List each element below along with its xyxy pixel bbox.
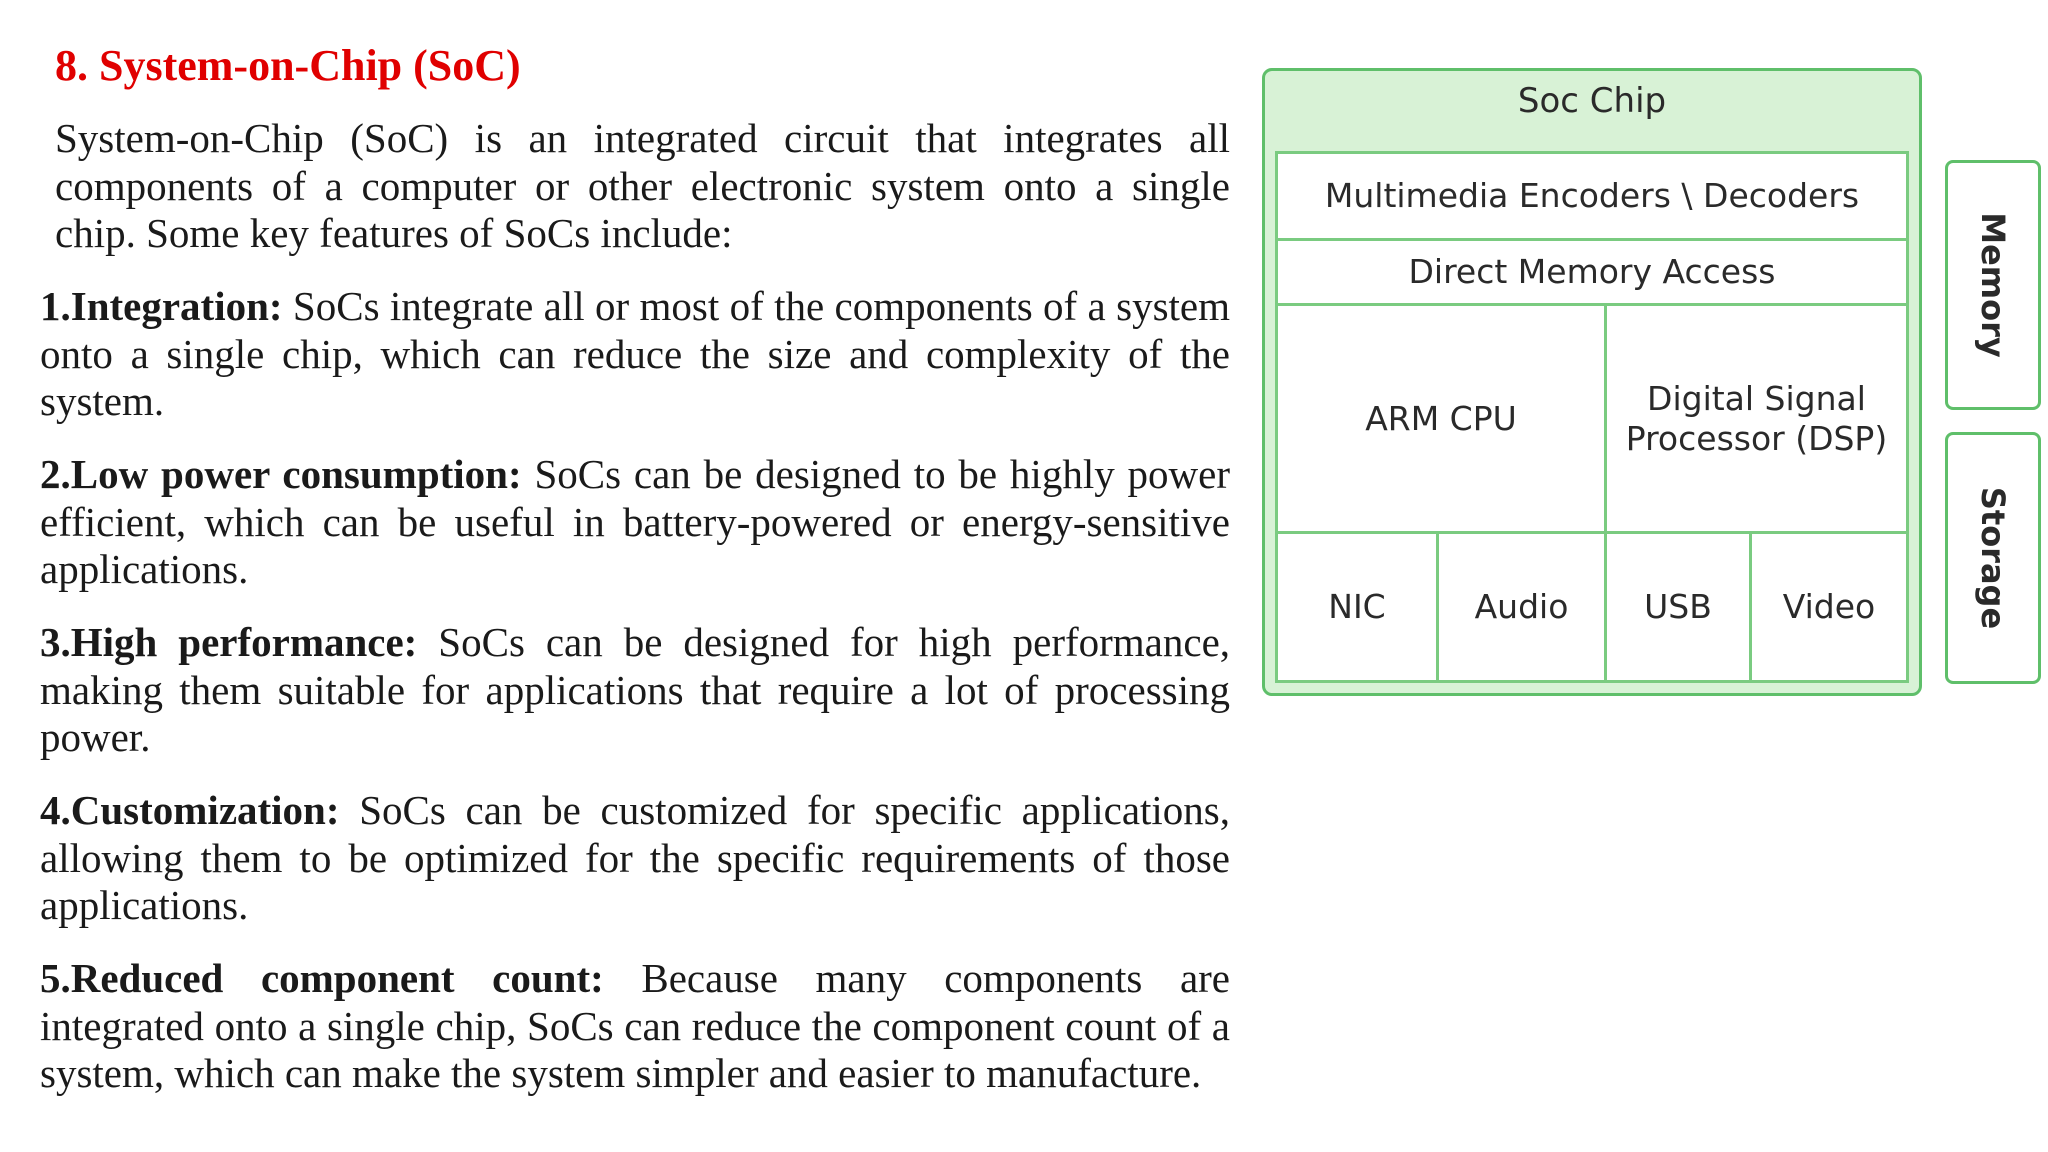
dsp-block — [1604, 303, 1909, 534]
storage-box — [1945, 432, 2041, 684]
dma-block: Direct Memory Access — [1275, 238, 1909, 306]
feature-text: SoCs can be designed to be highly power efficient, which can be useful in battery-powered or energy-sensitive applications. — [40, 451, 1230, 592]
memory-label: Memory — [1974, 212, 2012, 358]
feature-reduced-count — [40, 955, 1230, 1098]
audio-block: Audio — [1436, 531, 1607, 683]
soc-chip-box — [1262, 68, 1922, 696]
feature-text: SoCs integrate all or most of the components of a system onto a single chip, which can reduce the size and complexity of the system. — [40, 283, 1231, 424]
arm-cpu-block: ARM CPU — [1275, 303, 1607, 534]
feature-term: 4.Customization: — [40, 787, 340, 833]
memory-box — [1945, 160, 2041, 410]
storage-label: Storage — [1974, 486, 2012, 630]
feature-text: SoCs can be customized for specific applications, allowing them to be optimized for the specific requirements of those applications. — [40, 787, 1230, 928]
feature-low-power — [40, 451, 1230, 594]
nic-block: NIC — [1275, 531, 1439, 683]
video-block: Video — [1749, 531, 1909, 683]
dsp-label-line2: Processor (DSP) — [1625, 418, 1888, 458]
feature-term: 1.Integration: — [40, 283, 283, 329]
section-title: 8. System-on-Chip (SoC) — [55, 41, 521, 90]
feature-high-performance — [40, 619, 1230, 762]
multimedia-block: Multimedia Encoders \ Decoders — [1275, 151, 1909, 241]
feature-term: 5.Reduced component count: — [40, 955, 604, 1001]
feature-text: Because many components are integrated onto a single chip, SoCs can reduce the component count of a system, which can make the system simpler and easier to manufacture. — [40, 955, 1230, 1096]
usb-block: USB — [1604, 531, 1752, 683]
feature-text: SoCs can be designed for high performance, making them suitable for applications that require a lot of processing power. — [40, 619, 1231, 760]
feature-integration — [40, 283, 1230, 426]
intro-paragraph: System-on-Chip (SoC) is an integrated circuit that integrates all components of a computer or other electronic system onto a single chip. Some key features of SoCs include: — [55, 115, 1230, 256]
feature-term: 3.High performance: — [40, 619, 418, 665]
feature-customization — [40, 787, 1230, 930]
dsp-label-line1: Digital Signal — [1647, 378, 1866, 418]
feature-term: 2.Low power consumption: — [40, 451, 522, 497]
soc-chip-label: Soc Chip — [1517, 81, 1667, 121]
